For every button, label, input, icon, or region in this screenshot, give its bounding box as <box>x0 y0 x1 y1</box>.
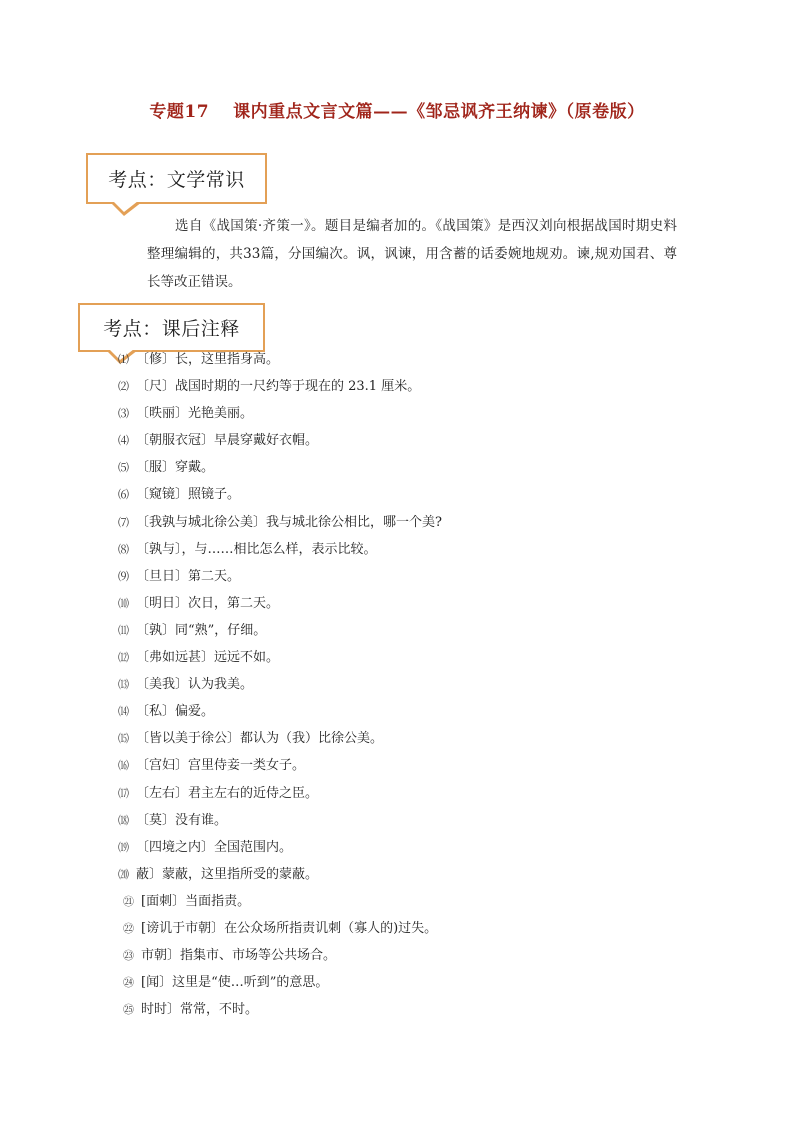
note-number: ⑴ <box>118 353 129 366</box>
note-number: ⑼ <box>118 569 129 583</box>
section-callout-literary <box>86 153 267 204</box>
note-text: [面刺〕当面指责。 <box>141 893 251 909</box>
title-main: 课内重点文言文篇——《邹忌讽齐王纳谏》（原卷版） <box>233 102 645 122</box>
note-text: 〔旦日〕第二天。 <box>136 568 241 584</box>
note-number: ㉓ <box>123 949 134 963</box>
note-item <box>118 563 698 590</box>
note-number: ㉒ <box>123 921 134 935</box>
note-text: 〔昳丽〕光艳美丽。 <box>136 406 254 422</box>
note-number: ⑹ <box>118 488 129 502</box>
note-number: ⑺ <box>118 515 129 529</box>
note-number: ㉕ <box>123 1003 134 1017</box>
note-item <box>118 725 698 752</box>
note-text: 〔孰〕同“熟”，仔细。 <box>136 622 267 638</box>
note-number: ⒁ <box>118 705 129 719</box>
note-number: ⑿ <box>118 651 129 665</box>
note-item <box>118 644 698 671</box>
section-callout-notes <box>78 303 265 352</box>
note-number: ⒅ <box>118 813 129 827</box>
note-item <box>118 698 698 725</box>
note-item <box>118 915 698 942</box>
callout-tail-fill <box>113 201 138 212</box>
note-item <box>118 996 698 1023</box>
section-heading-literary: 考点：文学常识 <box>108 169 245 191</box>
note-text: 〔四境之内〕全国范围内。 <box>136 839 293 855</box>
note-text: 〔窥镜〕照镜子。 <box>136 487 241 503</box>
note-text: [闻〕这里是“使…听到”的意思。 <box>141 975 329 991</box>
note-item <box>118 509 698 536</box>
note-text: 〔孰与〕，与……相比怎么样，表示比较。 <box>136 541 377 557</box>
note-text: [谤讥于市朝〕在公众场所指责讥刺（寡人的)过失。 <box>141 920 438 936</box>
note-number: ⒂ <box>118 732 129 746</box>
note-item <box>118 752 698 779</box>
note-item <box>118 969 698 996</box>
note-text: 〔私〕偏爱。 <box>136 704 215 720</box>
note-item <box>118 454 698 481</box>
note-text: 蔽〕蒙蔽，这里指所受的蒙蔽。 <box>136 866 319 882</box>
note-number: ⑶ <box>118 407 129 421</box>
note-item <box>118 671 698 698</box>
section-heading-notes: 考点：课后注释 <box>103 318 240 340</box>
note-item <box>118 861 698 888</box>
note-number: ⒆ <box>118 840 129 854</box>
note-text: 〔美我〕认为我美。 <box>136 677 254 693</box>
note-item <box>118 942 698 969</box>
note-number: ⒇ <box>118 867 129 881</box>
note-text: 〔皆以美于徐公〕都认为（我）比徐公美。 <box>136 731 384 747</box>
note-text: 〔弗如远甚〕远远不如。 <box>136 650 280 666</box>
note-item <box>118 617 698 644</box>
note-item <box>118 481 698 508</box>
note-item <box>118 780 698 807</box>
note-text: 〔莫〕没有谁。 <box>136 812 228 828</box>
note-number: ⑻ <box>118 542 129 556</box>
note-number: ⒀ <box>118 678 129 692</box>
note-number: ⑷ <box>118 434 129 448</box>
page-title <box>0 97 794 122</box>
note-text: 〔左右〕君主左右的近侍之臣。 <box>136 785 319 801</box>
note-text: 〔修〕长，这里指身高。 <box>136 352 280 367</box>
note-item <box>118 834 698 861</box>
note-item <box>118 590 698 617</box>
note-item <box>118 888 698 915</box>
note-text: 〔朝服衣冠〕早晨穿戴好衣帽。 <box>136 433 319 449</box>
note-number: ㉔ <box>123 976 134 990</box>
title-prefix: 专题17 <box>149 102 210 122</box>
note-item <box>118 346 698 373</box>
note-text: 〔我孰与城北徐公美〕我与城北徐公相比，哪一个美? <box>136 514 442 530</box>
note-number: ⑸ <box>118 461 129 475</box>
note-item <box>118 373 698 400</box>
note-text: 〔服〕穿戴。 <box>136 460 215 476</box>
note-text: 〔宫妇〕宫里侍妾一类女子。 <box>136 758 306 774</box>
note-number: ⒃ <box>118 759 129 773</box>
notes-list <box>118 346 698 1023</box>
note-item <box>118 427 698 454</box>
note-text: 〔尺〕战国时期的一尺约等于现在的 23.1 厘米。 <box>136 379 421 395</box>
note-text: 〔明日〕次日，第二天。 <box>136 595 280 611</box>
note-item <box>118 807 698 834</box>
note-item <box>118 536 698 563</box>
note-number: ⑵ <box>118 380 129 394</box>
note-number: ⑽ <box>118 596 129 610</box>
note-number: ⒄ <box>118 786 129 800</box>
note-text: 市朝〕指集市、市场等公共场合。 <box>141 948 337 964</box>
note-number: ㉑ <box>123 894 134 908</box>
note-text: 时时〕常常，不时。 <box>141 1002 259 1018</box>
intro-paragraph: 选自《战国策·齐策一》。题目是编者加的。《战国策》是西汉刘向根据战国时期史料整理编辑的，共33篇，分国编次。讽，讽谏，用含蓄的话委婉地规劝。谏,规劝国君、尊长等改正错误。 <box>147 218 677 290</box>
note-number: ⑾ <box>118 623 129 637</box>
note-item <box>118 400 698 427</box>
